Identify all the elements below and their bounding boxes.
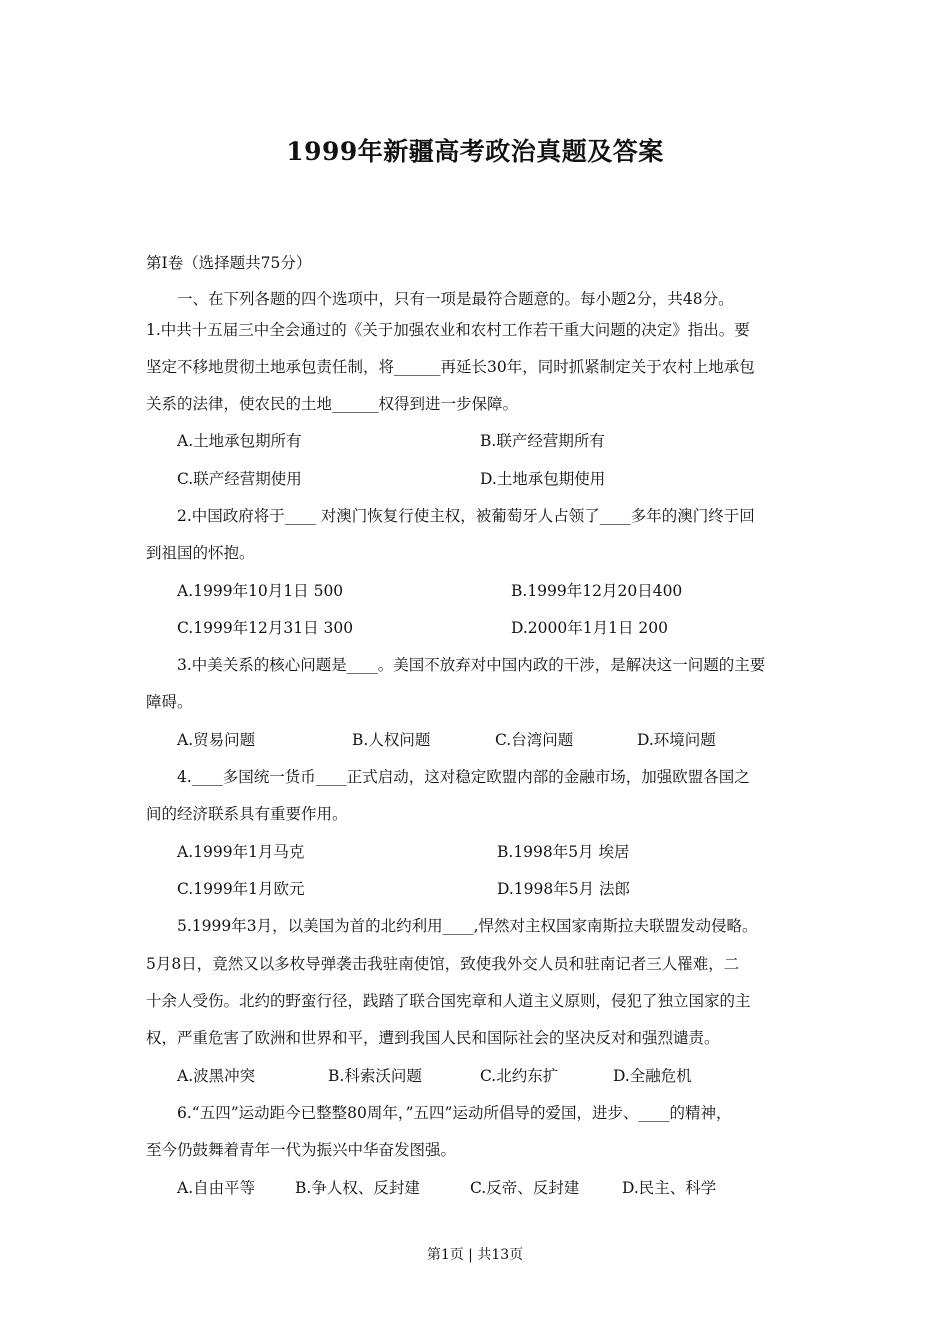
- question-4-line-2: 间的经济联系具有重要作用。: [146, 805, 348, 823]
- question-4-option-d: D.1998年5月 法郎: [497, 880, 631, 898]
- page-title: 1999年新疆高考政治真题及答案: [286, 137, 664, 166]
- question-1-line-2: 坚定不移地贯彻土地承包责任制，将______再延长30年，同时抓紧制定关于农村上地承包: [146, 358, 755, 376]
- question-4-option-b: B.1998年5月 埃居: [497, 843, 630, 861]
- question-5-option-b: B.科索沃问题: [328, 1067, 422, 1085]
- question-2-option-c: C.1999年12月31日 300: [177, 619, 354, 637]
- question-6-line-2: 至今仍鼓舞着青年一代为振兴中华奋发图强。: [146, 1141, 457, 1159]
- question-5-option-d: D.全融危机: [613, 1067, 692, 1085]
- question-6-option-b: B.争人权、反封建: [295, 1179, 420, 1197]
- section-heading: 第Ⅰ卷（选择题共75分）: [146, 254, 312, 272]
- part-instruction: 一、在下列各题的四个选项中，只有一项是最符合题意的。每小题2分，共48分。: [177, 290, 734, 308]
- question-4-line-1: 4.____多国统一货币____正式启动，这对稳定欧盟内部的金融市场，加强欧盟各国之: [177, 768, 750, 786]
- question-5-option-c: C.北约东扩: [480, 1067, 559, 1085]
- question-3-option-d: D.环境问题: [637, 731, 716, 749]
- question-1-option-b: B.联产经营期所有: [480, 432, 605, 450]
- question-5-line-2: 5月8日，竟然又以多枚导弹袭击我驻南使馆，致使我外交人员和驻南记者三人罹难，二: [146, 955, 740, 973]
- question-2-option-a: A.1999年10月1日 500: [177, 582, 344, 600]
- question-2-option-d: D.2000年1月1日 200: [511, 619, 668, 637]
- question-3-option-b: B.人权问题: [352, 731, 431, 749]
- question-1-option-d: D.土地承包期使用: [480, 470, 606, 488]
- page-footer: 第1页 | 共13页: [426, 1247, 524, 1263]
- question-5-line-3: 十余人受伤。北约的野蛮行径，践踏了联合国宪章和人道主义原则，侵犯了独立国家的主: [146, 992, 751, 1010]
- question-6-option-a: A.自由平等: [177, 1179, 256, 1197]
- question-4-option-a: A.1999年1月马克: [177, 843, 305, 861]
- question-3-option-a: A.贸易问题: [177, 731, 256, 749]
- question-2-line-1: 2.中国政府将于____ 对澳门恢复行使主权，被葡萄牙人占领了____多年的澳门终于回: [177, 507, 755, 525]
- question-6-option-d: D.民主、科学: [622, 1179, 717, 1197]
- question-1-line-1: 1.中共十五届三中全会通过的《关于加强农业和农村工作若干重大问题的决定》指出。要: [146, 321, 750, 339]
- question-3-option-c: C.台湾问题: [495, 731, 574, 749]
- question-1-option-a: A.土地承包期所有: [177, 432, 302, 450]
- question-5-option-a: A.波黑冲突: [177, 1067, 256, 1085]
- question-5-line-1: 5.1999年3月，以美国为首的北约利用____,悍然对主权国家南斯拉夫联盟发动侵略。: [177, 917, 758, 935]
- question-2-option-b: B.1999年12月20日400: [511, 582, 683, 600]
- question-5-line-4: 权，严重危害了欧洲和世界和平，遭到我国人民和国际社会的坚决反对和强烈谴责。: [146, 1029, 720, 1047]
- question-2-line-2: 到祖国的怀抱。: [146, 544, 255, 562]
- question-1-option-c: C.联产经营期使用: [177, 470, 302, 488]
- question-3-line-1: 3.中美关系的核心问题是____。美国不放弃对中国内政的干涉，是解决这一问题的主要: [177, 656, 766, 674]
- question-6-option-c: C.反帝、反封建: [470, 1179, 580, 1197]
- question-3-line-2: 障碍。: [146, 693, 193, 711]
- question-4-option-c: C.1999年1月欧元: [177, 880, 305, 898]
- question-1-line-3: 关系的法律，使农民的土地______权得到进一步保障。: [146, 395, 519, 413]
- question-6-line-1: 6.“五四”运动距今已整整80周年，”五四”运动所倡导的爱国，进步、____的精神，: [177, 1104, 732, 1122]
